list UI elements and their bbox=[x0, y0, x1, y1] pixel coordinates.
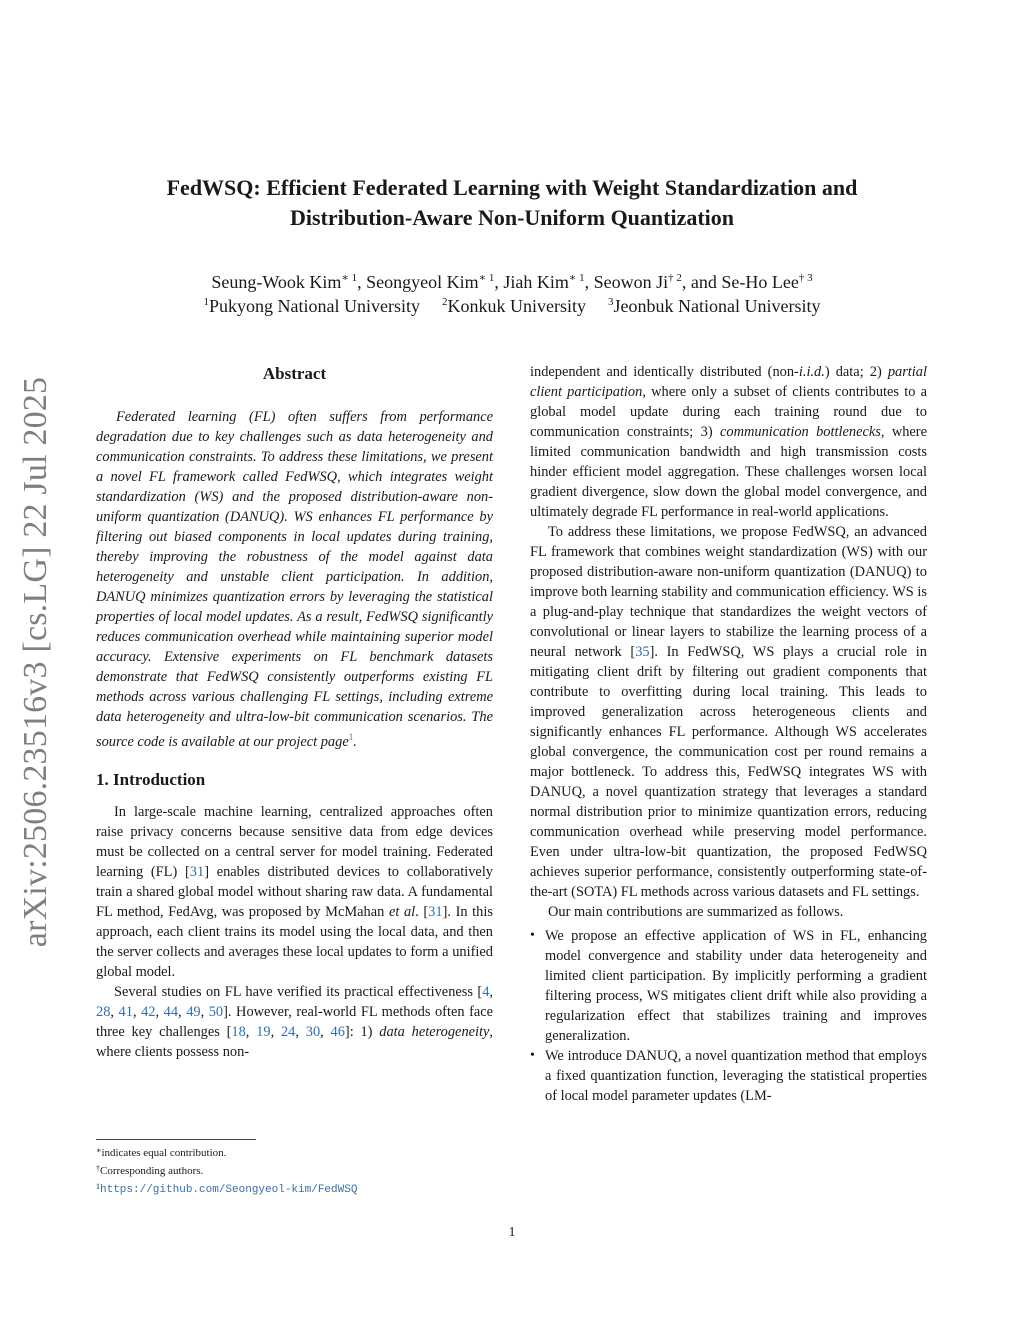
author-name: Seung-Wook Kim bbox=[211, 272, 342, 292]
citation-link[interactable]: 28 bbox=[96, 1003, 111, 1020]
affiliation-number: 1 bbox=[203, 296, 210, 308]
intro-paragraph-3: To address these limitations, we propose FedWSQ, an advanced FL framework that combines weight standardization (WS) with our proposed distribution-aware non-uniform quantization (DANUQ) to improve both learning stability and communication efficiency. WS is a plug-and-play technique that standardizes the weight vectors of convolutional or linear layers to stabilize the learning process of a neural network [35]. In FedWSQ, WS plays a crucial role in mitigating client drift by filtering out gradient components that contribute to overfitting during local training. This leads to improved generalization across heterogeneous clients and significantly enhances FL performance. Although WS accelerates global convergence, the communication cost per round remains a major bottleneck. To address this, FedWSQ integrates WS with DANUQ, a novel quantization strategy that leverages a standard normal distribution prior to minimize quantization errors, reducing communication overhead while preserving model performance. Even under ultra-low-bit quantization, the proposed FedWSQ achieves superior performance, consistently outperforming state-of-the-art (SOTA) FL methods across various datasets and FL settings. bbox=[530, 524, 928, 900]
abstract-text: Federated learning (FL) often suffers from performance degradation due to key challenges such as data heterogeneity and communication constraints. To address these limitations, we present a novel FL framework called FedWSQ, which integrates weight standardization (WS) and the proposed distribution-aware non-uniform quantization (DANUQ). WS enhances FL performance by filtering out biased components in local updates during training, thereby improving the robustness of the model against data heterogeneity and unstable client participation. In addition, DANUQ minimizes quantization errors by leveraging the statistical properties of local model updates. As a result, FedWSQ significantly reduces communication overhead while maintaining superior model accuracy. Extensive experiments on FL benchmark datasets demonstrate that FedWSQ consistently outperforms existing FL methods across various challenging FL settings, including extreme data heterogeneity and ultra-low-bit communication scenarios. The source code is available at our project page$^1$. bbox=[96, 409, 493, 750]
title-line-1: FedWSQ: Efficient Federated Learning with Weight Standardization and bbox=[166, 175, 858, 200]
list-item: • We introduce DANUQ, a novel quantization method that employs a fixed quantization function, leveraging the statistical properties of local model parameter updates (LM- bbox=[530, 1046, 927, 1106]
author-list bbox=[100, 270, 924, 294]
contributions-intro: Our main contributions are summarized as follows. bbox=[548, 904, 844, 920]
author-mark: ∗ 1 bbox=[341, 272, 358, 284]
intro-heading: 1. Introduction bbox=[96, 769, 206, 789]
author-name: Jiah Kim bbox=[503, 272, 569, 292]
citation-link[interactable]: 31 bbox=[428, 903, 443, 920]
abstract-heading: Abstract bbox=[262, 364, 327, 383]
intro-paragraph-2: Several studies on FL have verified its practical effectiveness [4, 28, 41, 42, 44, 49, 50]. However, real-world FL methods often face three key challenges [18, 19, 24, 30, 46]: 1) data heterogeneity, where clients possess non- bbox=[96, 983, 494, 1060]
author-mark: † 3 bbox=[798, 272, 813, 284]
author-name: Seowon Ji bbox=[593, 272, 669, 292]
author-name: Se-Ho Lee bbox=[721, 272, 799, 292]
footnote: †Corresponding authors. bbox=[96, 1164, 204, 1177]
paper-title bbox=[100, 173, 924, 233]
citation-link[interactable]: 35 bbox=[635, 644, 650, 660]
citation-link[interactable]: 41 bbox=[118, 1003, 133, 1020]
right-column bbox=[530, 362, 927, 1106]
affiliation-name: Konkuk University bbox=[447, 296, 586, 316]
footnote: $^1$https://github.com/Seongyeol-kim/FedWSQ bbox=[96, 1182, 358, 1196]
footnotes bbox=[96, 1139, 496, 1198]
citation-link[interactable]: 19 bbox=[256, 1023, 271, 1040]
author-separator: , and bbox=[681, 272, 722, 292]
page-number: 1 bbox=[508, 1225, 516, 1240]
author-mark: ∗ 1 bbox=[478, 272, 495, 284]
affiliation-list bbox=[100, 294, 924, 318]
author-separator: , bbox=[357, 272, 367, 292]
author-separator: , bbox=[584, 272, 594, 292]
citation-link[interactable]: 50 bbox=[208, 1003, 224, 1020]
left-column bbox=[96, 362, 493, 1062]
citation-link[interactable]: 49 bbox=[186, 1003, 201, 1020]
affiliation-number: 2 bbox=[442, 296, 448, 308]
affiliation-name: Jeonbuk National University bbox=[613, 296, 821, 316]
intro-paragraph-2-continued: independent and identically distributed (non-i.i.d.) data; 2) partial client participation, where only a subset of clients contributes to a global model update during each training round due to communication constraints; 3) communication bottlenecks, where limited communication bandwidth and high transmission costs hinder efficient model aggregation. These challenges worsen local gradient divergence, slow down the global model convergence, and ultimately degrade FL performance in real-world applications. bbox=[530, 364, 927, 520]
footnote-link[interactable]: 1 bbox=[348, 732, 354, 742]
citation-link[interactable]: 46 bbox=[330, 1023, 345, 1040]
author-block bbox=[100, 270, 924, 318]
citation-link[interactable]: 31 bbox=[189, 863, 205, 880]
list-item: • We propose an effective application of WS in FL, enhancing model convergence and stability under data heterogeneity and limited client participation. By implicitly performing a gradient filtering process, WS mitigates client drift while also providing a regularization effect that stabilizes training and improves generalization. bbox=[530, 926, 927, 1046]
affiliation-name: Pukyong National University bbox=[209, 296, 420, 316]
citation-link[interactable]: 18 bbox=[231, 1023, 246, 1040]
citation-link[interactable]: 24 bbox=[280, 1023, 296, 1040]
citation-link[interactable]: 42 bbox=[141, 1003, 156, 1020]
author-name: Seongyeol Kim bbox=[366, 272, 479, 292]
author-separator: , bbox=[494, 272, 504, 292]
author-mark: † 2 bbox=[668, 272, 682, 284]
citation-link[interactable]: 30 bbox=[305, 1023, 321, 1040]
affiliation-number: 3 bbox=[608, 296, 614, 308]
arxiv-side-stamp bbox=[0, 375, 72, 950]
arxiv-identifier: arXiv:2506.23516v3 [cs.LG] 22 Jul 2025 bbox=[17, 376, 54, 948]
title-line-2: Distribution-Aware Non-Uniform Quantization bbox=[289, 205, 735, 230]
citation-link[interactable]: 4 bbox=[482, 983, 490, 1000]
project-url-link[interactable]: https://github.com/Seongyeol-kim/FedWSQ bbox=[100, 1184, 358, 1196]
citation-link[interactable]: 44 bbox=[163, 1003, 179, 1020]
contributions-list bbox=[530, 926, 927, 1106]
footnote-divider bbox=[96, 1139, 256, 1140]
author-mark: ∗ 1 bbox=[568, 272, 585, 284]
intro-paragraph-1: In large-scale machine learning, centralized approaches often raise privacy concerns because sensitive data from edge devices must be collected on a central server for model training. Federated learning (FL) [31] enables distributed devices to collaboratively train a shared global model without sharing raw data. A fundamental FL method, FedAvg, was proposed by McMahan et al. [31]. In this approach, each client trains its model using the local data, and then the server collects and averages these local updates to form a unified global model. bbox=[96, 803, 494, 980]
footnote: ∗indicates equal contribution. bbox=[96, 1146, 227, 1159]
